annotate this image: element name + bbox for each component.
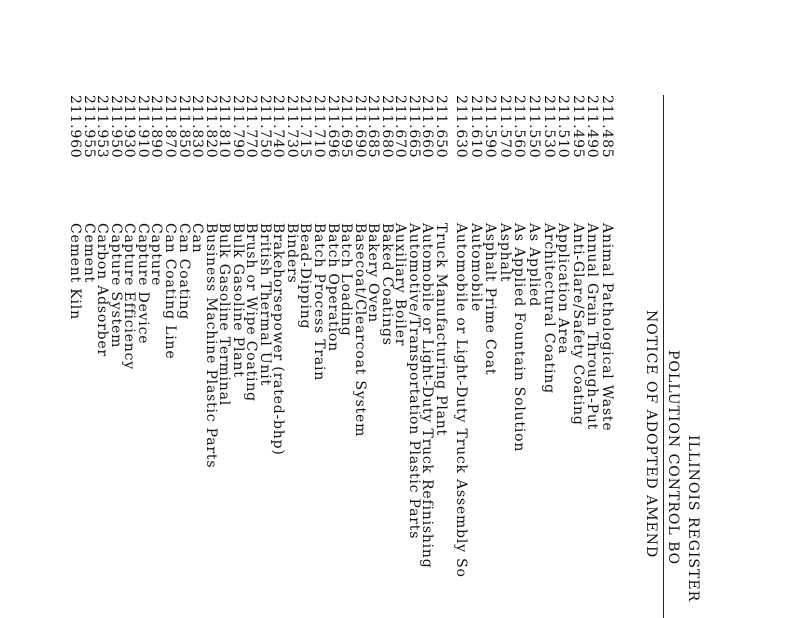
defined-term: Auxiliary Boiler — [392, 223, 409, 347]
section-number: 211.710 — [311, 95, 328, 159]
defined-term: Application Area — [555, 223, 572, 355]
section-number: 211.665 — [405, 95, 422, 159]
section-number: 211.810 — [216, 95, 233, 159]
defined-term: Capture Device — [134, 223, 151, 345]
section-number: 211.790 — [229, 95, 246, 159]
defined-term: As Applied — [526, 223, 542, 307]
section-number: 211.690 — [351, 95, 368, 159]
defined-term: Basecoat/Clearcoat System — [351, 223, 368, 438]
section-number: 211.695 — [338, 95, 355, 159]
defined-term: Brakehorsepower (rated-bhp) — [270, 223, 287, 456]
section-number: 211.630 — [453, 95, 469, 159]
section-number: 211.696 — [324, 95, 341, 159]
section-number: 211.680 — [378, 95, 395, 159]
defined-term: Automobile — [467, 223, 484, 313]
section-number: 211.485 — [599, 95, 615, 159]
defined-term: Cement — [80, 223, 97, 284]
header-rule — [663, 95, 664, 618]
defined-term: Brush or Wipe Coating — [243, 223, 260, 402]
section-number: 211.850 — [175, 95, 192, 159]
notice-heading: NOTICE OF ADOPTED AMEND — [643, 310, 659, 559]
defined-term: Automobile or Light-Duty Truck Assembly So — [453, 223, 469, 578]
section-number: 211.930 — [121, 95, 138, 159]
defined-term: Architectural Coating — [540, 223, 557, 394]
section-number: 211.715 — [297, 95, 314, 159]
defined-term: Capture Efficiency — [121, 223, 138, 370]
defined-term: Asphalt — [496, 223, 513, 283]
defined-term: Bead-Dipping — [297, 223, 314, 330]
section-number: 211.890 — [148, 95, 165, 159]
defined-term: Asphalt Prime Coat — [482, 223, 499, 376]
section-number: 211.550 — [526, 95, 542, 159]
defined-term: Bakery Oven — [365, 223, 382, 323]
defined-term: Can Coating Line — [162, 223, 178, 360]
defined-term: Baked Coatings — [378, 223, 395, 346]
defined-term: Animal Pathological Waste — [599, 223, 615, 432]
defined-term: Binders — [283, 223, 300, 284]
rotated-document — [60, 95, 700, 618]
publication-title: ILLINOIS REGISTER — [685, 435, 701, 603]
agency-name: POLLUTION CONTROL BO — [665, 350, 681, 566]
section-number: 211.953 — [94, 95, 111, 159]
section-number: 211.530 — [540, 95, 557, 159]
defined-term: Cement Kiln — [67, 223, 84, 320]
defined-term: As Applied Fountain Solution — [511, 223, 528, 453]
defined-term: Annual Grain Through-Put — [584, 223, 601, 431]
section-number: 211.820 — [202, 95, 219, 159]
section-number: 211.570 — [496, 95, 513, 159]
defined-term: Anti-Glare/Safety Coating — [569, 223, 586, 426]
section-number: 211.650 — [433, 95, 449, 159]
section-number: 211.495 — [569, 95, 586, 159]
section-number: 211.730 — [283, 95, 300, 159]
defined-term: Can — [189, 223, 206, 254]
section-number: 211.910 — [134, 95, 151, 159]
defined-term: Bulk Gasoline Terminal — [216, 223, 233, 406]
section-number: 211.750 — [256, 95, 273, 159]
section-number: 211.955 — [80, 95, 97, 159]
defined-term: Batch Loading — [338, 223, 355, 337]
defined-term: Can Coating — [175, 223, 192, 320]
defined-term: British Thermal Unit — [256, 223, 273, 387]
defined-term: Batch Operation — [324, 223, 341, 352]
section-number: 211.590 — [482, 95, 499, 159]
defined-term: Carbon Adsorber — [94, 223, 111, 357]
section-number: 211.830 — [189, 95, 206, 159]
section-number: 211.610 — [467, 95, 484, 159]
section-number: 211.670 — [392, 95, 409, 159]
defined-term: Automobile or Light-Duty Truck Refinishing — [419, 223, 436, 569]
defined-term: Bulk Gasoline Plant — [229, 223, 246, 378]
section-number: 211.560 — [511, 95, 528, 159]
defined-term: Capture System — [107, 223, 124, 349]
section-number: 211.960 — [67, 95, 84, 159]
defined-term: Capture — [148, 223, 165, 287]
defined-term: Batch Process Train — [311, 223, 328, 382]
section-number: 211.660 — [419, 95, 436, 159]
defined-term: Business Machine Plastic Parts — [202, 223, 219, 469]
section-number: 211.685 — [365, 95, 382, 159]
section-number: 211.950 — [107, 95, 124, 159]
section-number: 211.740 — [270, 95, 287, 159]
section-number: 211.490 — [584, 95, 601, 159]
section-number: 211.870 — [162, 95, 178, 159]
defined-term: Truck Manufacturing Plant — [433, 223, 449, 437]
defined-term: Automotive/Transportation Plastic Parts — [405, 223, 422, 540]
section-number: 211.510 — [555, 95, 572, 159]
section-number: 211.770 — [243, 95, 260, 159]
